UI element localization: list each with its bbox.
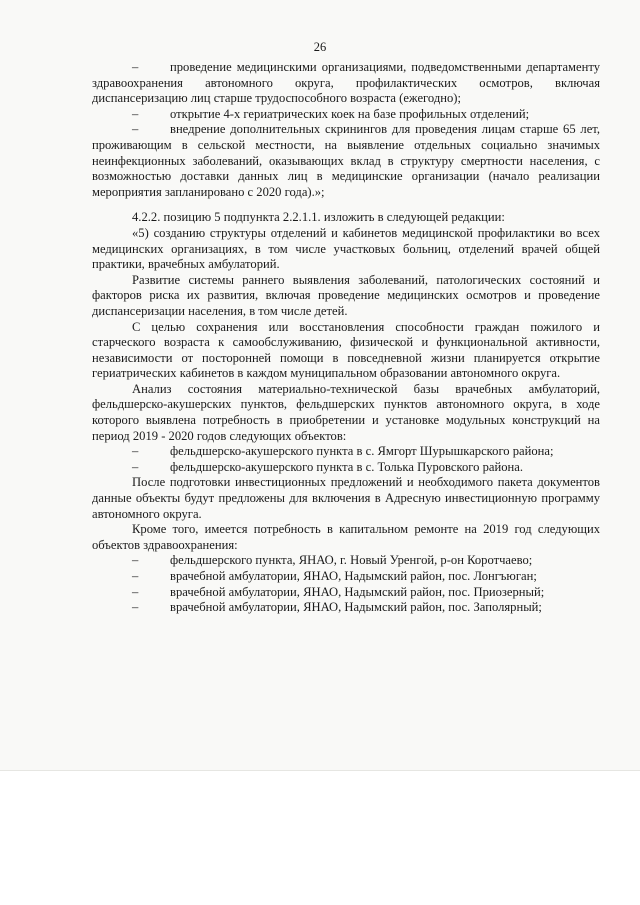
- paragraph-text: фельдшерско-акушерского пункта в с. Толька Пуровского района.: [170, 459, 523, 474]
- dash-marker: –: [132, 60, 139, 74]
- dash-marker: –: [132, 584, 139, 599]
- dash-marker: –: [132, 569, 139, 583]
- list-item: [92, 122, 600, 200]
- paragraph: [92, 382, 600, 444]
- paragraph-text: фельдшерского пункта, ЯНАО, г. Новый Уренгой, р-он Коротчаево;: [170, 553, 533, 568]
- paragraph-text: После подготовки инвестиционных предложений и необходимого пакета документов данные объекты будут предложены для включения в Адресную инвестиционную программу автономного округа.: [92, 475, 600, 521]
- paragraph-text: врачебной амбулатории, ЯНАО, Надымский район, пос. Лонгъюган;: [170, 569, 537, 583]
- paragraph: [92, 475, 600, 522]
- list-item: [92, 444, 600, 460]
- dash-marker: –: [132, 600, 139, 615]
- paragraph: [92, 522, 600, 553]
- paragraph-text: врачебной амбулатории, ЯНАО, Надымский район, пос. Заполярный;: [170, 600, 542, 615]
- document-body: [92, 60, 600, 616]
- list-item: [92, 60, 600, 107]
- paragraph-text: проведение медицинскими организациями, подведомственными департаменту здравоохранения автономного округа, профилактических осмотров, включая диспансеризацию лиц старше трудоспособного возраста (ежегодно);: [92, 60, 600, 106]
- paragraph-text: С целью сохранения или восстановления способности граждан пожилого и старческого возраста к самообслуживанию, физической и функциональной активности, независимости от посторонней помощи в повседневной жизни планируется открытие гериатрических кабинетов в каждом муниципальном образовании автономного округа.: [92, 319, 600, 381]
- dash-marker: –: [132, 122, 139, 137]
- paragraph-text: 4.2.2. позицию 5 подпункта 2.2.1.1. изложить в следующей редакции:: [132, 210, 505, 225]
- list-item: [92, 460, 600, 476]
- paragraph: [92, 226, 600, 273]
- paragraph-text: Анализ состояния материально-технической базы врачебных амбулаторий, фельдшерско-акушерских пунктов, фельдшерских пунктов автономного округа, в ходе которого выявлена потребность в приобретении и установке модульных конструкций на период 2019 - 2020 годов следующих объектов:: [92, 381, 600, 443]
- list-item: [92, 553, 600, 569]
- paragraph-text: «5) созданию структуры отделений и кабинетов медицинской профилактики во всех медицинских организациях, в том числе участковых больниц, отделений врачей общей практики, врачебных амбулаторий.: [92, 225, 600, 272]
- paragraph-text: внедрение дополнительных скринингов для проведения лицам старше 65 лет, проживающим в сельской местности, на выявление отдельных социально значимых неинфекционных заболеваний, оказывающих вклад в структуру смертности населения, с возможностью доставки данных лиц в медицинские организации (начало реализации мероприятия запланировано с 2020 года).»;: [92, 122, 600, 199]
- paragraph: [92, 273, 600, 320]
- dash-marker: –: [132, 459, 139, 474]
- paragraph-text: врачебной амбулатории, ЯНАО, Надымский район, пос. Приозерный;: [170, 584, 545, 599]
- paragraph-text: Кроме того, имеется потребность в капитальном ремонте на 2019 год следующих объектов здравоохранения:: [92, 522, 600, 552]
- paragraph: [92, 210, 600, 226]
- dash-marker: –: [132, 444, 139, 459]
- list-item: [92, 107, 600, 123]
- dash-marker: –: [132, 553, 139, 568]
- list-item: [92, 569, 600, 585]
- dash-marker: –: [132, 106, 139, 121]
- paragraph-text: фельдшерско-акушерского пункта в с. Ямгорт Шурышкарского района;: [170, 444, 554, 459]
- paragraph-text: открытие 4-х гериатрических коек на базе профильных отделений;: [170, 106, 530, 121]
- paragraph: [92, 320, 600, 382]
- list-item: [92, 585, 600, 601]
- paragraph-text: Развитие системы раннего выявления заболеваний, патологических состояний и факторов риска их развития, включая проведение медицинских осмотров и проведение диспансеризации населения, в том числе детей.: [92, 272, 600, 318]
- list-item: [92, 600, 600, 616]
- page-number: 26: [313, 40, 327, 54]
